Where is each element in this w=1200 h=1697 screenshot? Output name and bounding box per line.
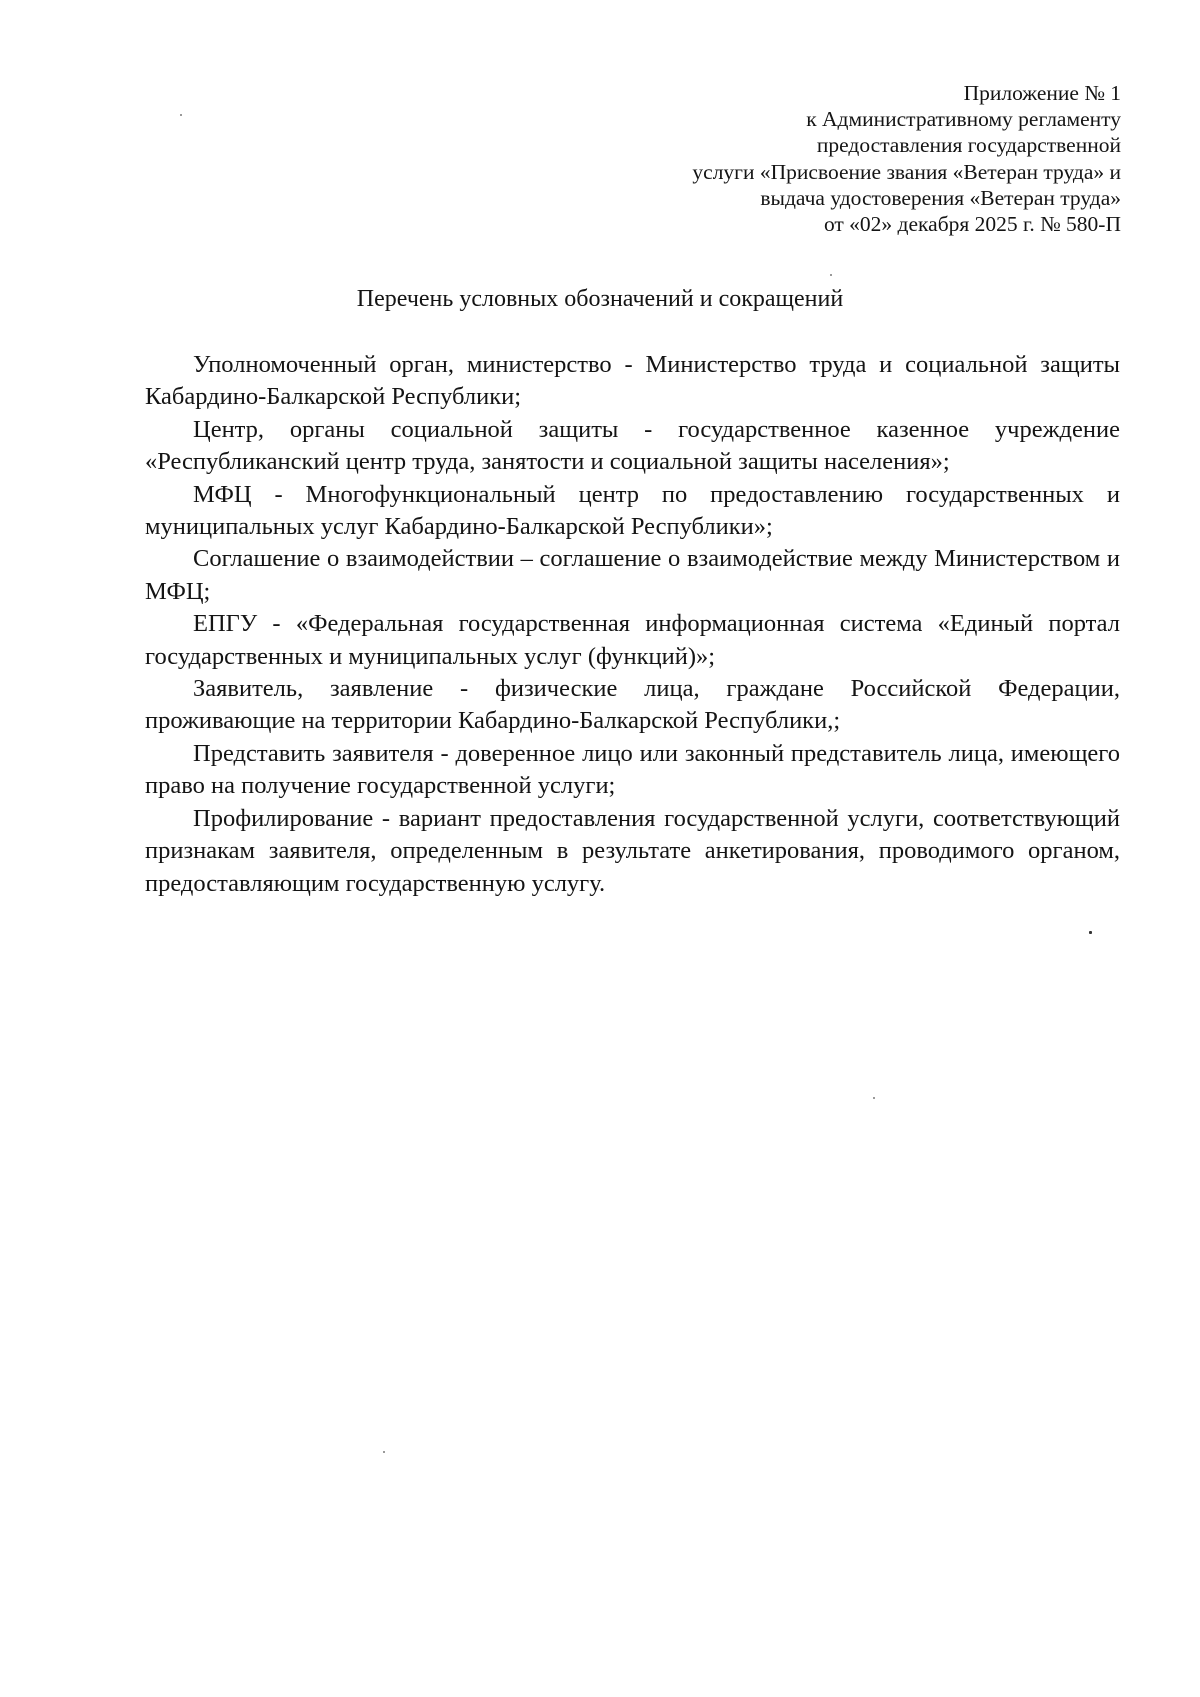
definition-term: Профилирование <box>193 804 374 832</box>
definition-item <box>145 479 1120 544</box>
definitions-list <box>145 349 1120 900</box>
definition-separator: - <box>611 351 646 378</box>
appendix-service-name-line: выдача удостоверения «Ветеран труда» <box>760 185 1121 210</box>
definition-item <box>145 803 1120 900</box>
definition-term: ЕПГУ <box>193 610 258 638</box>
definition-item <box>145 673 1120 738</box>
definition-text: соглашение о взаимодействие между Министерством и МФЦ; <box>145 545 1120 605</box>
definition-text: «Федеральная государственная информационная система «Единый портал государственных и муниципальных услуг (функций)»; <box>145 610 1120 670</box>
definition-separator: - <box>373 804 399 832</box>
definition-term: Центр, органы социальной защиты <box>193 415 619 443</box>
definition-term: Представить заявителя <box>193 739 434 767</box>
scan-speck <box>873 1097 875 1099</box>
scan-speck <box>383 1451 385 1453</box>
appendix-service-name-line: услуги «Присвоение звания «Ветеран труда» и <box>692 159 1121 184</box>
definition-separator: - <box>618 415 679 443</box>
scan-speck <box>830 274 832 276</box>
definition-item <box>145 608 1120 673</box>
definition-item <box>145 543 1120 608</box>
definition-text: государственное казенное учреждение «Республиканский центр труда, занятости и социальной защиты населения»; <box>145 415 1120 476</box>
appendix-date-number: от «02» декабря 2025 г. № 580-П <box>823 212 1121 237</box>
definition-separator: - <box>257 610 296 638</box>
definition-text: вариант предоставления государственной услуги, соответствующий признакам заявителя, определенным в результате анкетирования, проводимого органом, предоставляющим государственную услугу. <box>145 804 1120 897</box>
appendix-header <box>561 80 1121 237</box>
definition-text: Многофункциональный центр по предоставлению государственных и муниципальных услуг Кабардино-Балкарской Республики»; <box>145 480 1120 541</box>
definition-text: доверенное лицо или законный представитель лица, имеющего право на получение государственной услуги; <box>145 739 1120 800</box>
definition-separator: - <box>251 480 306 508</box>
definition-item <box>145 414 1120 479</box>
definition-term: МФЦ <box>193 480 252 508</box>
definition-term: Заявитель, заявление <box>193 675 434 703</box>
definition-separator: – <box>513 545 540 573</box>
definition-text: Министерство труда и социальной защиты Кабардино-Балкарской Республики; <box>145 351 1120 411</box>
definition-term: Уполномоченный орган, министерство <box>193 351 612 378</box>
appendix-reference-line: к Административному регламенту <box>806 107 1121 132</box>
definition-item <box>145 738 1120 803</box>
definition-text: физические лица, граждане Российской Федерации, проживающие на территории Кабардино-Балкарской Республики,; <box>145 675 1120 735</box>
appendix-number: Приложение № 1 <box>963 81 1121 105</box>
definition-separator: - <box>433 675 496 703</box>
appendix-reference-line: предоставления государственной <box>816 133 1121 158</box>
scan-speck <box>180 114 182 116</box>
definition-separator: - <box>433 739 456 767</box>
scan-speck <box>1089 931 1092 934</box>
definition-item <box>145 349 1120 414</box>
page-title: Перечень условных обозначений и сокращений <box>356 286 844 312</box>
definition-term: Соглашение о взаимодействии <box>193 545 514 573</box>
